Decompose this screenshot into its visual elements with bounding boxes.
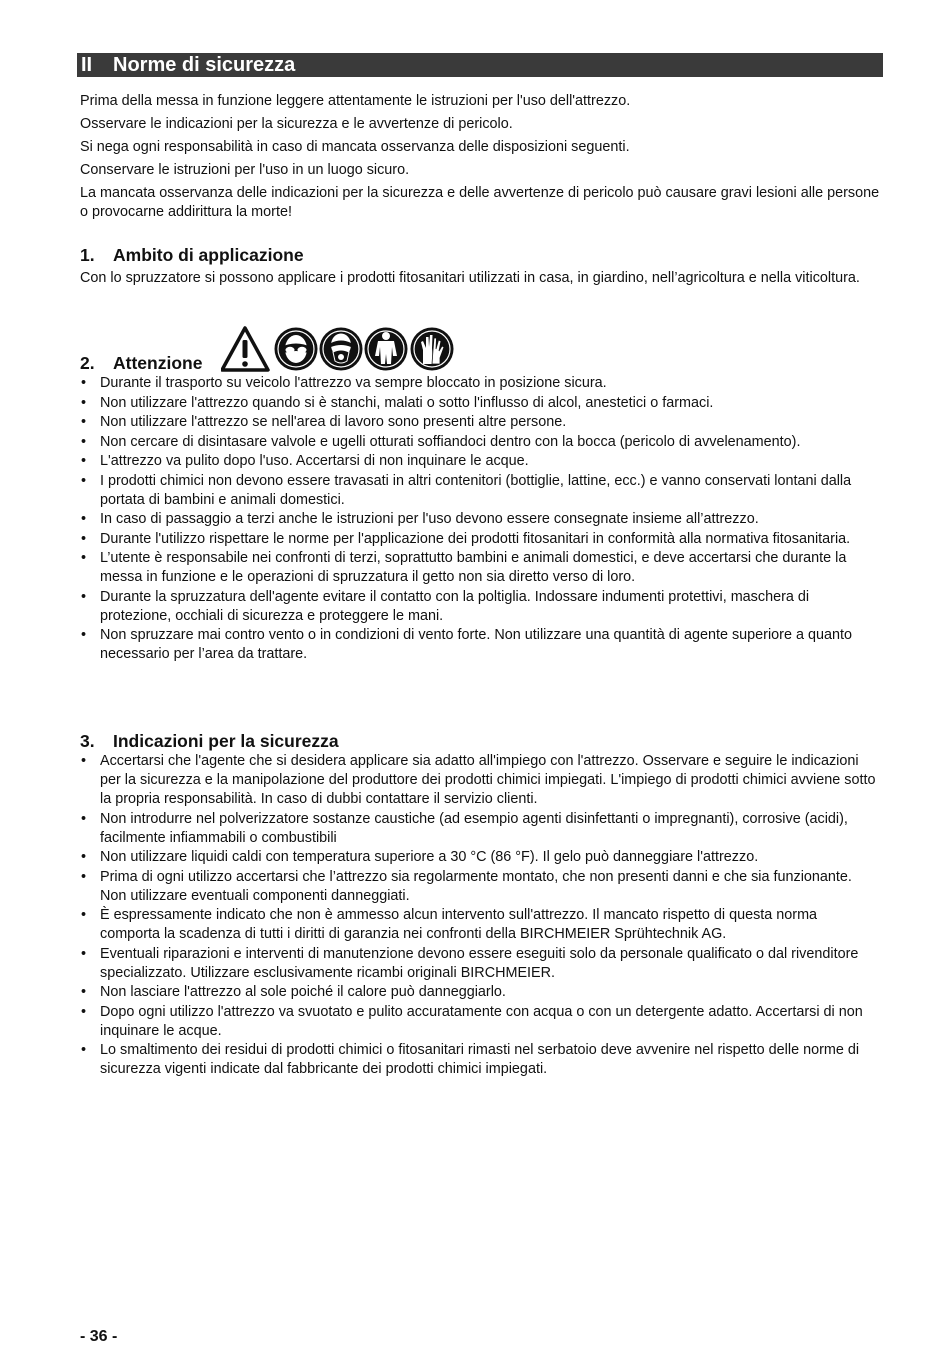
- list-item: • Non cercare di disintasare valvole e ugelli otturati soffiandoci dentro con la bocca (pericolo di avvelenamento).: [80, 433, 880, 452]
- section-number: 1.: [80, 245, 95, 265]
- list-item: • I prodotti chimici non devono essere travasati in altri contenitori (bottiglie, lattine, ecc.) e vanno conservati lontani dalla portata di bambini e animali domestici.: [80, 472, 880, 510]
- list-item: • È espressamente indicato che non è ammesso alcun intervento sull'attrezzo. Il mancato rispetto di questa norma comporta la scadenza di tutti i diritti di garanzia nei confronti della BIRCHMEIER Sprühtechnik AG.: [80, 906, 880, 944]
- section-heading: [80, 244, 880, 266]
- list-item: • L'attrezzo va pulito dopo l'uso. Accertarsi di non inquinare le acque.: [80, 452, 880, 471]
- section-number: 3.: [80, 731, 95, 751]
- section-application-scope: [80, 244, 880, 288]
- section-safety-instructions: [80, 730, 880, 1080]
- section-title: Attenzione: [113, 353, 203, 373]
- section-title: Ambito di applicazione: [113, 245, 304, 265]
- section-header: [80, 324, 880, 374]
- list-item: • Non spruzzare mai contro vento o in condizioni di vento forte. Non utilizzare una quantità di agente superiore a quanto necessario per l’area da trattare.: [80, 626, 880, 664]
- safety-list: [80, 752, 880, 1079]
- list-item: • Non utilizzare l'attrezzo quando si è stanchi, malati o sotto l'influsso di alcol, anestetici o farmaci.: [80, 394, 880, 413]
- warning-triangle-icon: [222, 328, 268, 370]
- list-item: • Durante il trasporto su veicolo l'attrezzo va sempre bloccato in posizione sicura.: [80, 374, 880, 393]
- list-item: • Durante l'utilizzo rispettare le norme per l'applicazione dei prodotti fitosanitari in conformità alla normativa fitosanitaria.: [80, 530, 880, 549]
- safety-pictograms: [221, 326, 459, 372]
- list-item: • Non utilizzare liquidi caldi con temperatura superiore a 30 °C (86 °F). Il gelo può danneggiare l'attrezzo.: [80, 848, 880, 867]
- section-attention: [80, 324, 880, 665]
- intro-paragraph: La mancata osservanza delle indicazioni per la sicurezza e delle avvertenze di pericolo può causare gravi lesioni alle persone o provocarne addirittura la morte!: [80, 185, 880, 220]
- chapter-title: Norme di sicurezza: [113, 54, 296, 76]
- list-item: • Non utilizzare l'attrezzo se nell'area di lavoro sono presenti altre persone.: [80, 413, 880, 432]
- intro-text: [80, 92, 880, 226]
- intro-paragraph: Conservare le istruzioni per l'uso in un luogo sicuro.: [80, 162, 410, 178]
- section-paragraph: Con lo spruzzatore si possono applicare i prodotti fitosanitari utilizzati in casa, in giardino, nell’agricoltura e nella viticoltura.: [80, 270, 860, 286]
- list-item: • Durante la spruzzatura dell'agente evitare il contatto con la poltiglia. Indossare indumenti protettivi, maschera di protezione, occhiali di sicurezza e proteggere le mani.: [80, 588, 880, 626]
- respirator-mask-icon: [320, 328, 363, 371]
- section-heading: [80, 352, 202, 374]
- list-item: • In caso di passaggio a terzi anche le istruzioni per l'uso devono essere consegnate insieme all’attrezzo.: [80, 510, 880, 529]
- section-number: 2.: [80, 353, 95, 373]
- list-item: • Lo smaltimento dei residui di prodotti chimici o fitosanitari rimasti nel serbatoio deve avvenire nel rispetto delle norme di sicurezza vigenti indicate dal fabbricante dei prodotti chimici impiegati.: [80, 1041, 880, 1079]
- protective-gloves-icon: [411, 328, 454, 371]
- intro-paragraph: Prima della messa in funzione leggere attentamente le istruzioni per l'uso dell'attrezzo.: [80, 93, 631, 109]
- list-item: • Non introdurre nel polverizzatore sostanze caustiche (ad esempio agenti disinfettanti o impregnanti), corrosive (acidi), facilmente infiammabili o combustibili: [80, 810, 880, 848]
- protective-suit-icon: [365, 328, 408, 371]
- section-heading: [80, 730, 880, 752]
- list-item: • Eventuali riparazioni e interventi di manutenzione devono essere eseguiti solo da personale qualificato o dal rivenditore specializzato. Utilizzare esclusivamente ricambi originali BIRCHMEIER.: [80, 945, 880, 983]
- list-item: • Prima di ogni utilizzo accertarsi che l’attrezzo sia regolarmente montato, che non presenti danni e che sia funzionante. Non utilizzare eventuali componenti danneggiati.: [80, 868, 880, 906]
- intro-paragraph: Osservare le indicazioni per la sicurezza e le avvertenze di pericolo.: [80, 116, 513, 132]
- safety-goggles-icon: [275, 328, 318, 371]
- section-title: Indicazioni per la sicurezza: [113, 731, 339, 751]
- intro-paragraph: Si nega ogni responsabilità in caso di mancata osservanza delle disposizioni seguenti.: [80, 139, 630, 155]
- list-item: • Dopo ogni utilizzo l'attrezzo va svuotato e pulito accuratamente con acqua o con un detergente adatto. Accertarsi di non inquinare le acque.: [80, 1003, 880, 1041]
- list-item: • Accertarsi che l'agente che si desidera applicare sia adatto all'impiego con l'attrezzo. Osservare e seguire le indicazioni per la sicurezza e la manipolazione del produttore dei prodotti chimici impiegati. L'impiego di prodotti chimici avviene sotto la propria responsabilità. In caso di dubbi contattare il servizio clienti.: [80, 752, 880, 809]
- chapter-heading: [77, 53, 883, 77]
- chapter-number: II: [81, 54, 93, 76]
- attention-list: [80, 374, 880, 664]
- list-item: • Non lasciare l'attrezzo al sole poiché il calore può danneggiarlo.: [80, 983, 880, 1002]
- page-number: - 36 -: [80, 1328, 118, 1345]
- list-item: • L’utente è responsabile nei confronti di terzi, soprattutto bambini e animali domestici, e deve accertarsi che durante la messa in funzione e le operazioni di spruzzatura il getto non sia diretto verso di loro.: [80, 549, 880, 587]
